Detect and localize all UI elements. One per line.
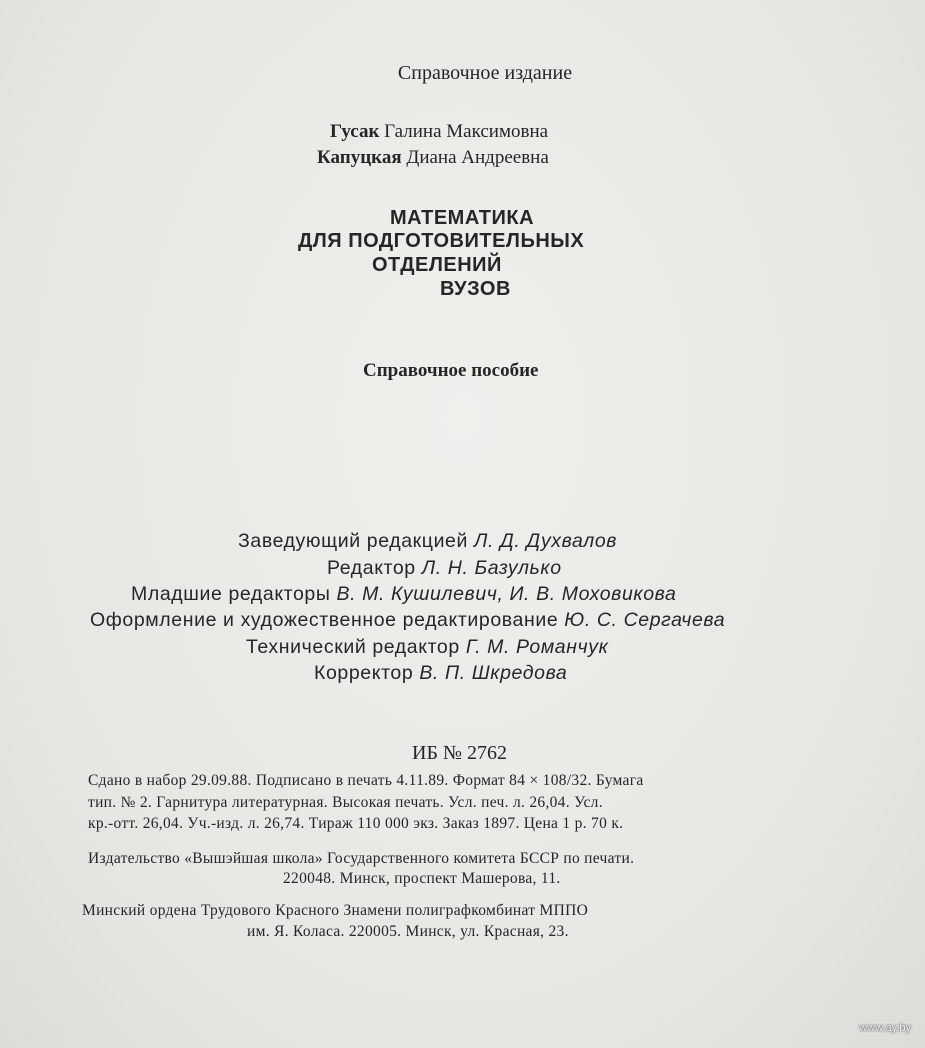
watermark: www.ay.by [859, 1022, 911, 1034]
staff-name: Г. М. Романчук [465, 636, 609, 658]
staff-role: Младшие редакторы [131, 583, 331, 605]
author-2-surname: Капуцкая [317, 147, 402, 168]
staff-line-3 [131, 583, 676, 606]
printer-line-1: Минский ордена Трудового Красного Знамени полиграфкомбинат МППО [82, 902, 589, 919]
author-1-surname: Гусак [330, 121, 380, 142]
staff-line-1 [238, 530, 617, 553]
author-1 [330, 121, 548, 143]
printer-line-2: им. Я. Коласа. 220005. Минск, ул. Красная, 23. [247, 923, 569, 940]
staff-line-2 [327, 557, 562, 580]
author-2 [317, 147, 549, 169]
staff-name: Ю. С. Сергачева [564, 609, 726, 631]
staff-line-4 [90, 609, 725, 632]
author-2-name: Диана Андреевна [406, 147, 549, 168]
print-info-line-2: тип. № 2. Гарнитура литературная. Высокая печать. Усл. печ. л. 26,04. Усл. [88, 794, 603, 811]
author-1-name: Галина Максимовна [384, 121, 549, 142]
title-line-4: ВУЗОВ [440, 278, 511, 300]
staff-name: В. М. Кушилевич, И. В. Моховикова [336, 583, 677, 605]
staff-role: Заведующий редакцией [238, 530, 468, 552]
staff-name: Л. Н. Базулько [421, 557, 562, 579]
print-info-line-3: кр.-отт. 26,04. Уч.-изд. л. 26,74. Тираж 110 000 экз. Заказ 1897. Цена 1 р. 70 к. [88, 815, 624, 832]
ib-number: ИБ № 2762 [412, 742, 508, 764]
title-line-1: МАТЕМАТИКА [390, 207, 535, 229]
staff-role: Оформление и художественное редактирование [90, 609, 559, 631]
staff-name: В. П. Шкредова [419, 662, 568, 684]
staff-role: Технический редактор [246, 636, 460, 658]
series-label: Справочное издание [397, 62, 573, 84]
staff-role: Редактор [327, 557, 416, 579]
publisher-line-1: Издательство «Вышэйшая школа» Государственного комитета БССР по печати. [88, 850, 635, 867]
subtitle: Справочное пособие [363, 360, 539, 381]
staff-role: Корректор [314, 662, 414, 684]
staff-name: Л. Д. Духвалов [474, 530, 618, 552]
publisher-line-2: 220048. Минск, проспект Машерова, 11. [283, 870, 561, 887]
title-line-2: ДЛЯ ПОДГОТОВИТЕЛЬНЫХ [298, 230, 585, 252]
print-info-line-1: Сдано в набор 29.09.88. Подписано в печать 4.11.89. Формат 84 × 108/32. Бумага [88, 772, 644, 789]
staff-line-5 [246, 636, 608, 659]
title-line-3: ОТДЕЛЕНИЙ [372, 254, 502, 276]
staff-line-6 [314, 662, 567, 685]
